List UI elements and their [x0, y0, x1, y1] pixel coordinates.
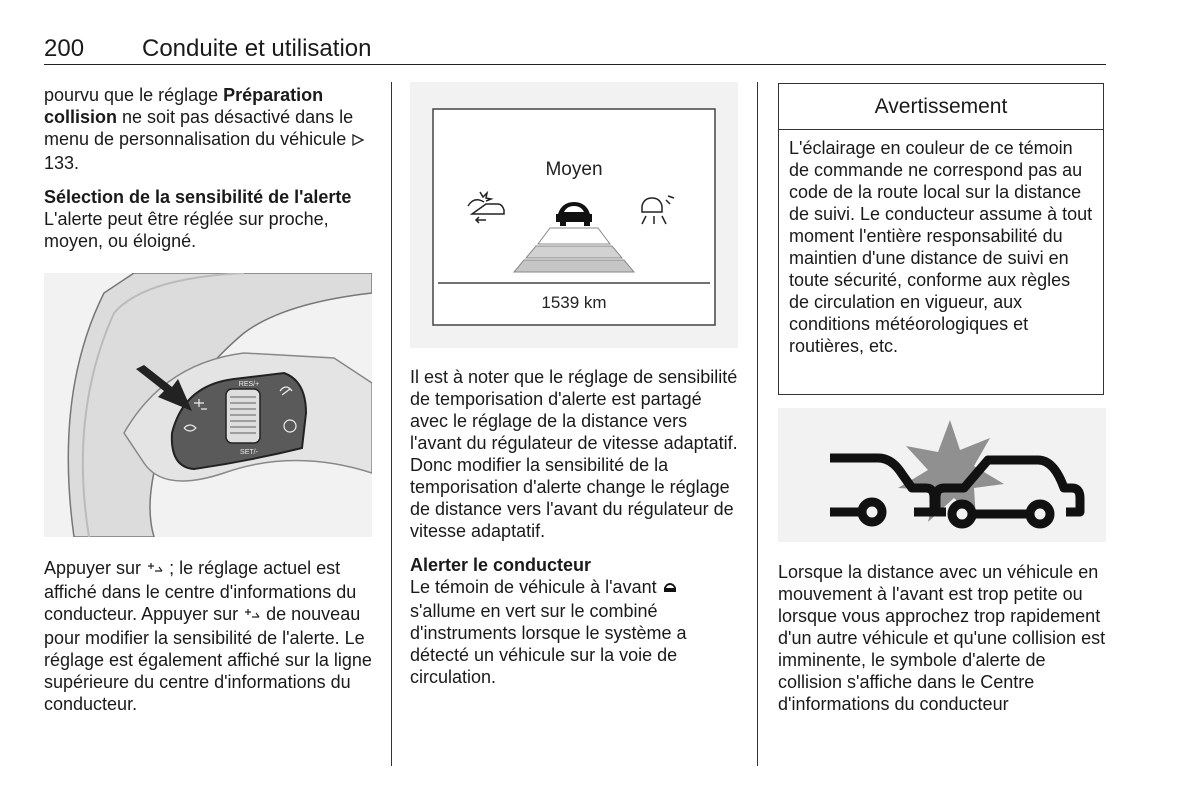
page-title: Conduite et utilisation — [142, 35, 372, 62]
page-ref-arrow-icon — [351, 130, 365, 152]
section-heading: Alerter le conducteur — [410, 555, 592, 575]
set-button-label: SET/- — [240, 449, 258, 456]
steering-wheel-figure — [44, 273, 372, 537]
follow-distance-icon — [243, 605, 261, 627]
warning-title: Avertissement — [779, 84, 1103, 130]
page-header — [44, 34, 1106, 65]
column-3 — [778, 561, 1108, 715]
warning-text: L'éclairage en couleur de ce témoin de commande ne correspond pas au code de la route local sur la distance de suivi. Le conducteur assume à tout moment l'entière responsabilité du maintien d'une distance de suivi en toute sécurité, conforme aux règles de circulation en vigueur, aux conditions météorologiques et routières, etc. — [789, 138, 1093, 356]
page-number: 200 — [44, 35, 85, 62]
paragraph: L'alerte peut être réglée sur proche, moyen, ou éloigné. — [44, 209, 329, 251]
odometer-readout: 1539 km — [541, 293, 607, 312]
res-button-label: RES/+ — [238, 381, 260, 388]
column-1-bottom — [44, 557, 380, 715]
column-divider — [757, 82, 758, 766]
sensitivity-setting: Moyen — [545, 159, 603, 180]
column-2 — [410, 366, 740, 688]
paragraph: Le témoin de véhicule à l'avant s'allume en vert sur le combiné d'instruments lorsque le système a détecté un véhicule sur la voie de circulation. — [410, 577, 687, 687]
paragraph: Lorsque la distance avec un véhicule en mouvement à l'avant est trop petite ou lorsque vous approchez trop rapidement d'un autre véhicule et qu'une collision est imminente, le symbole d'alerte de collision s'affiche dans le Centre d'informations du conducteur — [778, 562, 1106, 714]
follow-distance-icon — [146, 559, 164, 581]
collision-alert-figure — [778, 408, 1106, 542]
warning-box — [778, 83, 1104, 395]
paragraph: pourvu que le réglage Préparation collision ne soit pas désactivé dans le menu de personnalisation du véhicule 133. — [44, 84, 380, 174]
paragraph: Appuyer sur ; le réglage actuel est affiché dans le centre d'informations du conducteur. Appuyer sur de nouveau pour modifier la sensibilité de l'alerte. Le réglage est également affiché sur la ligne supérieure du centre d'informations du conducteur. — [44, 558, 372, 714]
column-divider — [391, 82, 392, 766]
paragraph: Il est à noter que le réglage de sensibilité de temporisation d'alerte est partagé avec le réglage de la distance vers l'avant du régulateur de vitesse adaptatif. Donc modifier la sensibilité de la temporisation d'alerte change le réglage de distance vers l'avant du régulateur de vitesse adaptatif. — [410, 367, 738, 541]
vehicle-ahead-icon — [662, 578, 678, 600]
driver-info-display-figure — [410, 82, 738, 348]
section-heading: Sélection de la sensibilité de l'alerte — [44, 187, 352, 207]
column-1 — [44, 84, 380, 252]
